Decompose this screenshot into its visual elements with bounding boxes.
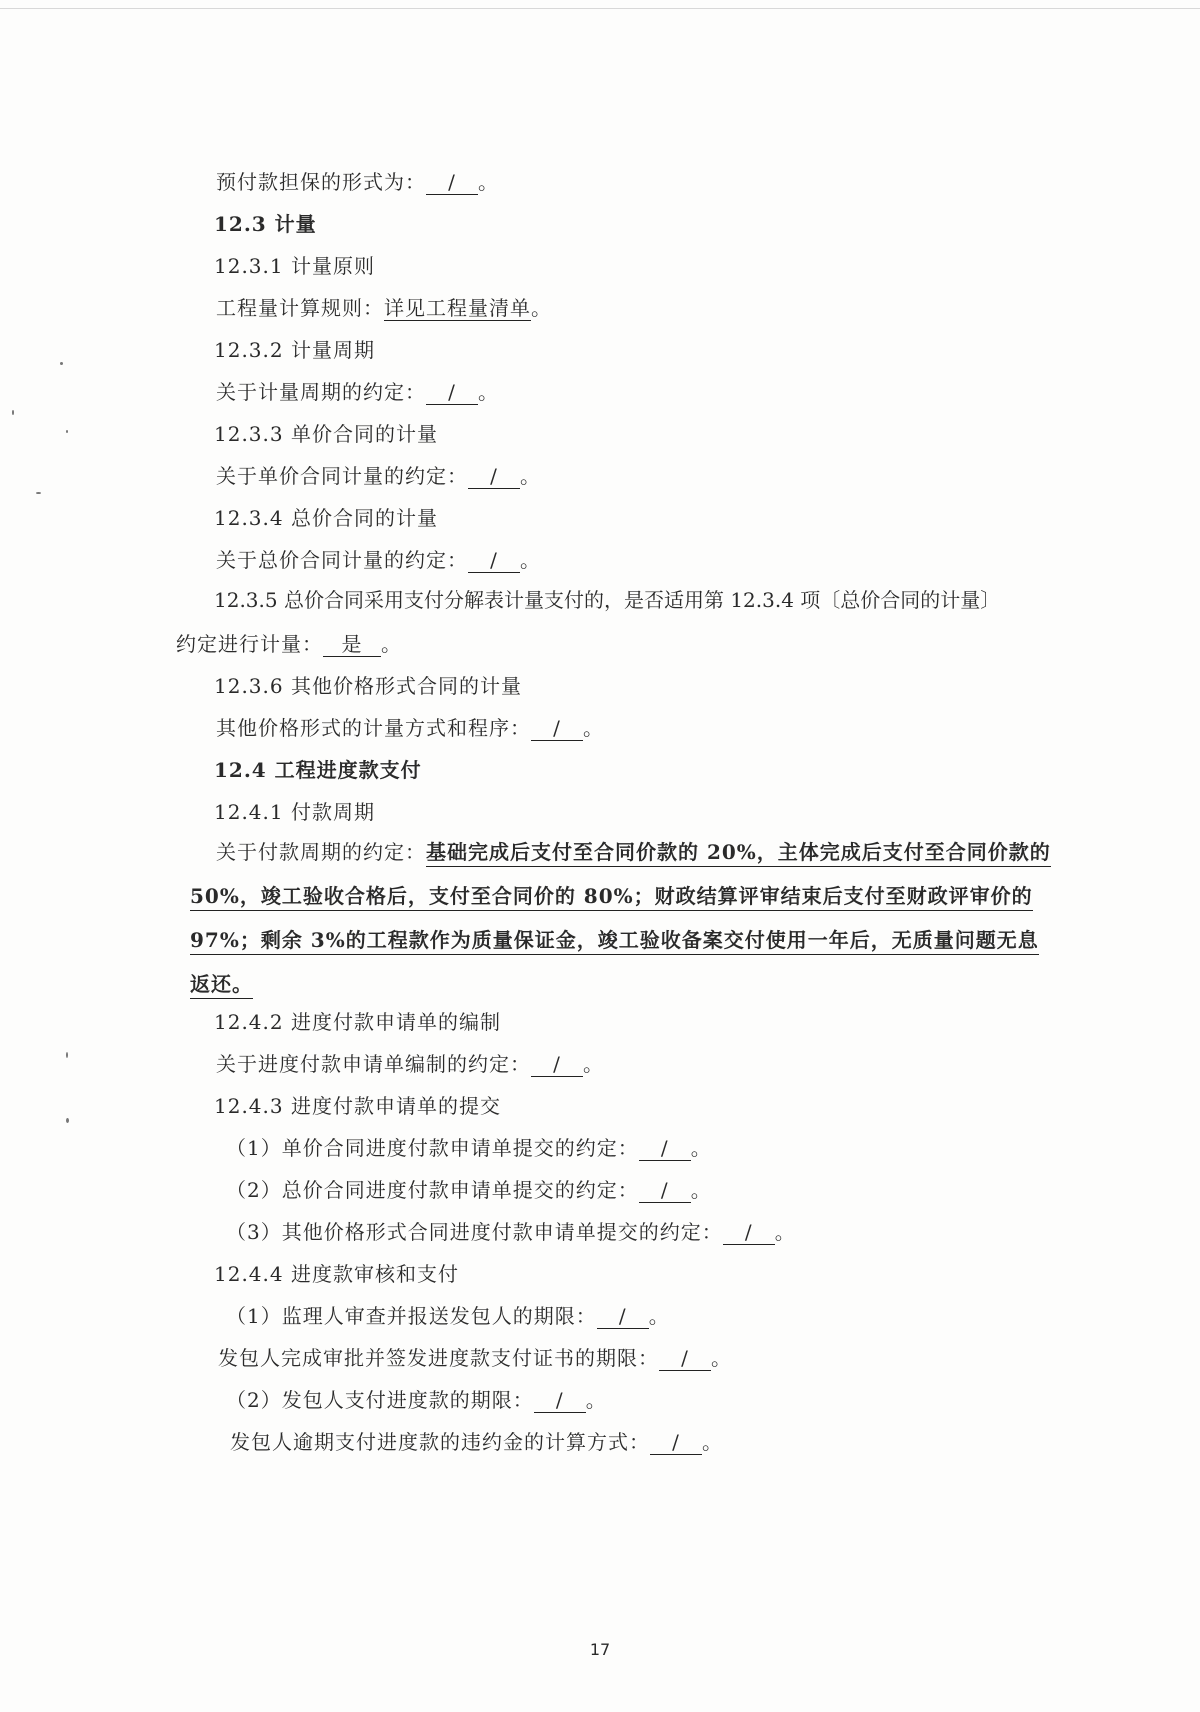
payment-period-terms: 基础完成后支付至合同价款的 20%，主体完成后支付至合同价款的 50%，竣工验收合格后，支付至合同价的 80%；财政结算评审结束后支付至财政评审价的 97%；剩余 3%的工程款作为质量保证金，竣工验收备案交付使用一年后，无质量问题无息返还。: [190, 840, 1051, 999]
heading-12-4-4: 12.4.4 进度款审核和支付: [214, 1262, 459, 1286]
lump-sum-measurement-agreement: 关于总价合同计量的约定： / 。: [216, 548, 541, 572]
blank-field: /: [659, 1346, 711, 1371]
blank-field: /: [468, 464, 520, 489]
scan-speck: [66, 1052, 68, 1058]
heading-12-4: 12.4 工程进度款支付: [214, 758, 422, 782]
employer-payment-period: （2）发包人支付进度款的期限： / 。: [226, 1388, 607, 1412]
payment-period-agreement: 关于付款周期的约定：基础完成后支付至合同价款的 20%，主体完成后支付至合同价款的 50%，竣工验收合格后，支付至合同价的 80%；财政结算评审结束后支付至财政评审价的 97%；剩余 3%的工程款作为质量保证金，竣工验收备案交付使用一年后，无质量问题无息返还。: [190, 830, 1052, 1006]
blank-field: /: [531, 1052, 583, 1077]
heading-12-3: 12.3 计量: [214, 212, 317, 236]
scan-speck: [66, 430, 68, 433]
heading-12-3-1: 12.3.1 计量原则: [214, 254, 375, 278]
scan-speck: [36, 492, 41, 494]
blank-field: /: [650, 1430, 702, 1455]
scan-speck: [66, 1118, 69, 1123]
scan-speck: [12, 410, 14, 415]
heading-12-3-6: 12.3.6 其他价格形式合同的计量: [214, 674, 522, 698]
blank-field: 是: [323, 632, 381, 657]
unit-price-measurement-agreement: 关于单价合同计量的约定： / 。: [216, 464, 541, 488]
heading-12-4-1: 12.4.1 付款周期: [214, 800, 375, 824]
heading-12-4-3: 12.4.3 进度付款申请单的提交: [214, 1094, 501, 1118]
measurement-period-agreement: 关于计量周期的约定： / 。: [216, 380, 499, 404]
payment-application-compilation: 关于进度付款申请单编制的约定： / 。: [216, 1052, 604, 1076]
blank-field: /: [468, 548, 520, 573]
heading-12-3-3: 12.3.3 单价合同的计量: [214, 422, 438, 446]
top-scan-edge: [0, 8, 1200, 9]
lump-sum-submission: （2）总价合同进度付款申请单提交的约定： / 。: [226, 1178, 712, 1202]
blank-field: /: [426, 170, 478, 195]
clause-12-3-5-answer: 约定进行计量： 是 。: [176, 632, 402, 656]
heading-12-3-4: 12.3.4 总价合同的计量: [214, 506, 438, 530]
heading-12-4-2: 12.4.2 进度付款申请单的编制: [214, 1010, 501, 1034]
quantity-calc-rule: 工程量计算规则：详见工程量清单。: [216, 296, 552, 320]
blank-field: /: [531, 716, 583, 741]
blank-field: 详见工程量清单: [384, 296, 531, 320]
scan-speck: [60, 362, 63, 365]
clause-12-3-5: 12.3.5 总价合同采用支付分解表计量支付的，是否适用第 12.3.4 项〔总价合同的计量〕: [214, 588, 1001, 612]
blank-field: /: [597, 1304, 649, 1329]
blank-field: /: [723, 1220, 775, 1245]
blank-field: /: [426, 380, 478, 405]
other-price-submission: （3）其他价格形式合同进度付款申请单提交的约定： / 。: [226, 1220, 796, 1244]
heading-12-3-2: 12.3.2 计量周期: [214, 338, 375, 362]
blank-field: /: [534, 1388, 586, 1413]
unit-price-submission: （1）单价合同进度付款申请单提交的约定： / 。: [226, 1136, 712, 1160]
other-price-measurement: 其他价格形式的计量方式和程序： / 。: [216, 716, 604, 740]
advance-guarantee-form: 预付款担保的形式为： / 。: [216, 170, 499, 194]
supervisor-review-period: （1）监理人审查并报送发包人的期限： / 。: [226, 1304, 670, 1328]
page-number: 17: [589, 1640, 611, 1659]
late-payment-penalty: 发包人逾期支付进度款的违约金的计算方式： / 。: [230, 1430, 723, 1454]
blank-field: /: [639, 1178, 691, 1203]
blank-field: /: [639, 1136, 691, 1161]
employer-approval-period: 发包人完成审批并签发进度款支付证书的期限： / 。: [218, 1346, 732, 1370]
